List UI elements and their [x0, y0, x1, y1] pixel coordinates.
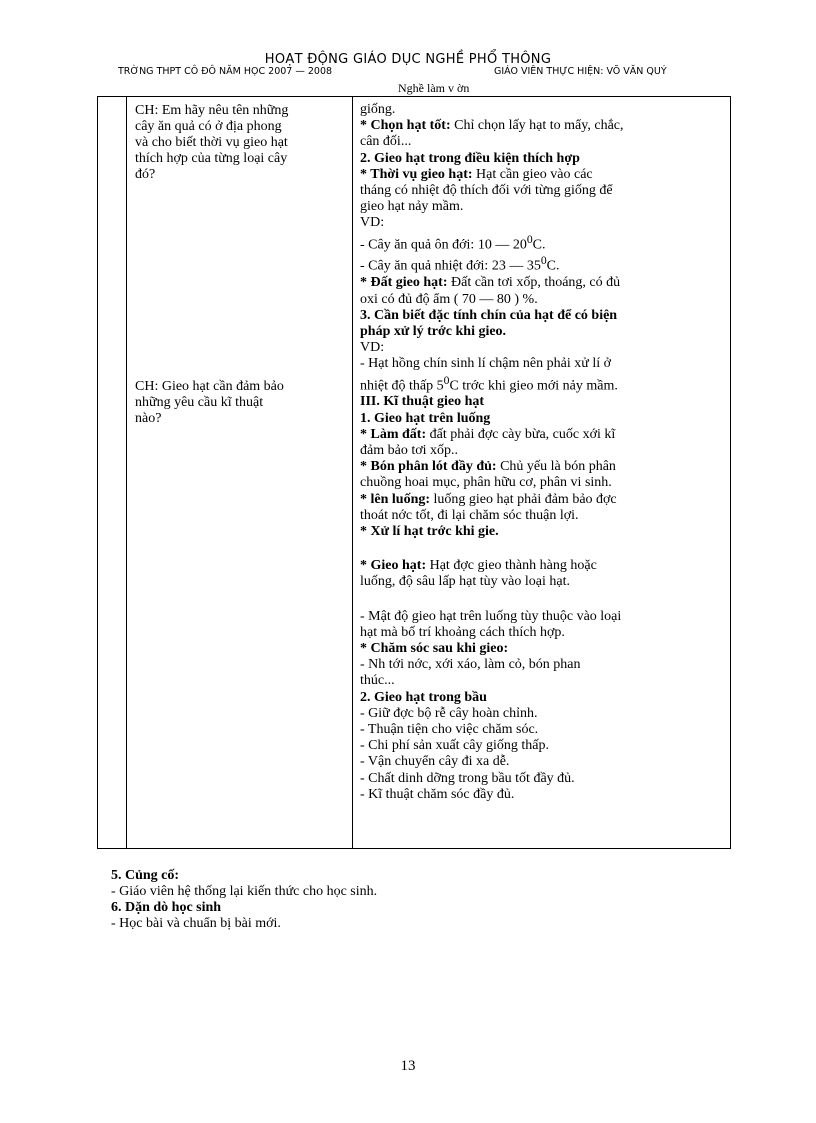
answer-line	[360, 459, 725, 475]
document-title: HOẠT ĐỘNG GIÁO DỤC NGHỀ PHỔ THÔNG	[264, 52, 552, 67]
answer-line: - Mật độ gieo hạt trên luống tùy thuộc vào loại	[360, 608, 622, 624]
answer-line: thoát nớc tốt, đi lại chăm sóc thuận lợi.	[360, 507, 579, 523]
answer-text: - Cây ăn quả nhiệt đới: 23 — 35	[360, 259, 541, 275]
answer-line: thúc...	[360, 673, 395, 689]
answer-line: chuồng hoai mục, phân hữu cơ, phân vi sinh.	[360, 475, 612, 491]
spacer	[360, 591, 725, 609]
spacer	[360, 540, 725, 558]
section-heading: * Xử lí hạt trớc khi gie.	[360, 524, 499, 540]
section-heading: 2. Gieo hạt trong điều kiện thích hợp	[360, 150, 580, 166]
answer-line: VD:	[360, 340, 385, 356]
answer-text: C.	[546, 259, 560, 275]
answer-line	[360, 253, 725, 275]
answer-text: đất phải đợc cày bừa, cuốc xới kĩ	[426, 426, 616, 442]
question-line: và cho biết thời vụ gieo hạt	[135, 135, 288, 150]
answer-line	[360, 558, 725, 574]
section-heading: 5. Củng cố:	[111, 868, 180, 883]
section-heading: 3. Cần biết đặc tính chín của hạt để có biện	[360, 307, 618, 323]
footer-line: - Học bài và chuẩn bị bài mới.	[111, 916, 281, 931]
answer-heading: * Gieo hạt:	[360, 558, 427, 574]
question-line: cây ăn quả có ở địa phong	[135, 119, 282, 134]
section-heading: 6. Dặn dò học sinh	[111, 900, 222, 915]
answer-text: nhiệt độ thấp 5	[360, 378, 444, 394]
section-heading: 2. Gieo hạt trong bầu	[360, 689, 487, 705]
question-line: thích hợp của từng loại cây	[135, 151, 288, 166]
answer-line: tháng có nhiệt độ thích đối với từng giống để	[360, 183, 613, 199]
answer-line: - Vận chuyển cây đi xa dễ.	[360, 754, 510, 770]
school-year: TRỜNG THPT CÔ ĐÔ NĂM HỌC 2007 — 2008	[118, 66, 333, 77]
answer-text: C trớc khi gieo mới nảy mầm.	[449, 378, 618, 394]
teacher-name: GIÁO VIÊN THỰC HIỆN: VÕ VĂN QUÝ	[494, 66, 667, 77]
superscript: 0	[540, 254, 547, 268]
section-heading: pháp xử lý trớc khi gieo.	[360, 323, 507, 339]
answer-line: - Giữ đợc bộ rễ cây hoàn chỉnh.	[360, 705, 538, 721]
answer-line: - Nh tới nớc, xới xáo, làm cỏ, bón phan	[360, 657, 581, 673]
superscript: 0	[526, 232, 533, 246]
answer-line: - Chi phí sản xuất cây giống thấp.	[360, 738, 549, 754]
lesson-table	[97, 96, 731, 849]
answer-line	[360, 167, 725, 183]
answer-line: cân đối...	[360, 134, 412, 150]
answer-line: - Kĩ thuật chăm sóc đầy đủ.	[360, 786, 515, 802]
answer-line	[360, 492, 725, 508]
footer-line: - Giáo viên hệ thống lại kiến thức cho học sinh.	[111, 884, 378, 899]
answer-line: - Chất dinh dỡng trong bầu tốt đầy đủ.	[360, 770, 575, 786]
answer-text: C.	[532, 237, 546, 253]
answer-text: Chỉ chọn lấy hạt to mẩy, chắc,	[450, 118, 624, 134]
answer-column	[360, 102, 725, 803]
table-divider-2	[352, 97, 353, 848]
subject-name: Nghề làm v ờn	[398, 81, 470, 95]
answer-line: hạt mà bố trí khoảng cách thích hợp.	[360, 624, 565, 640]
answer-heading: * Đất gieo hạt:	[360, 275, 448, 291]
answer-text: luống gieo hạt phải đảm bảo đợc	[430, 491, 617, 507]
answer-text: - Cây ăn quả ôn đới: 10 — 20	[360, 237, 527, 253]
question-1	[135, 103, 345, 183]
question-line: CH: Em hãy nêu tên những	[135, 103, 289, 118]
answer-text: Đất cần tơi xốp, thoáng, có đủ	[447, 275, 621, 291]
section-heading: 1. Gieo hạt trên luống	[360, 410, 491, 426]
answer-line: gieo hạt nảy mầm.	[360, 199, 464, 215]
answer-text: Chủ yếu là bón phân	[496, 459, 616, 475]
section-heading: III. Kĩ thuật gieo hạt	[360, 394, 485, 410]
answer-heading: * lên luống:	[360, 491, 431, 507]
footer-section	[111, 868, 377, 932]
answer-line: đảm bảo tơi xốp..	[360, 443, 458, 459]
section-heading: * Chăm sóc sau khi gieo:	[360, 641, 509, 657]
answer-text: Hạt đợc gieo thành hàng hoặc	[426, 558, 597, 574]
question-line: những yêu cầu kĩ thuật	[135, 395, 264, 410]
answer-heading: * Bón phân lót đầy đủ:	[360, 459, 497, 475]
answer-line	[360, 373, 725, 395]
answer-line	[360, 275, 725, 291]
answer-line	[360, 232, 725, 254]
answer-heading: * Làm đất:	[360, 426, 427, 442]
table-divider-1	[126, 97, 127, 848]
answer-line	[360, 427, 725, 443]
question-line: nào?	[135, 411, 162, 426]
answer-text: Hạt cần gieo vào các	[472, 166, 593, 182]
superscript: 0	[443, 373, 450, 387]
question-line: đó?	[135, 167, 156, 182]
answer-heading: * Thời vụ gieo hạt:	[360, 166, 473, 182]
answer-line: VD:	[360, 215, 385, 231]
answer-line: giống.	[360, 102, 396, 117]
answer-line: - Hạt hồng chín sinh lí chậm nên phải xử lí ở	[360, 356, 612, 372]
answer-line: oxi có đủ độ ẩm ( 70 — 80 ) %.	[360, 291, 538, 307]
answer-heading: * Chọn hạt tốt:	[360, 118, 451, 134]
answer-line: - Thuận tiện cho việc chăm sóc.	[360, 722, 539, 738]
answer-line	[360, 118, 725, 134]
question-line: CH: Gieo hạt cần đảm bảo	[135, 379, 284, 394]
page-number: 13	[400, 1058, 416, 1074]
question-2	[135, 379, 345, 427]
answer-line: luống, độ sâu lấp hạt tùy vào loại hạt.	[360, 574, 570, 590]
